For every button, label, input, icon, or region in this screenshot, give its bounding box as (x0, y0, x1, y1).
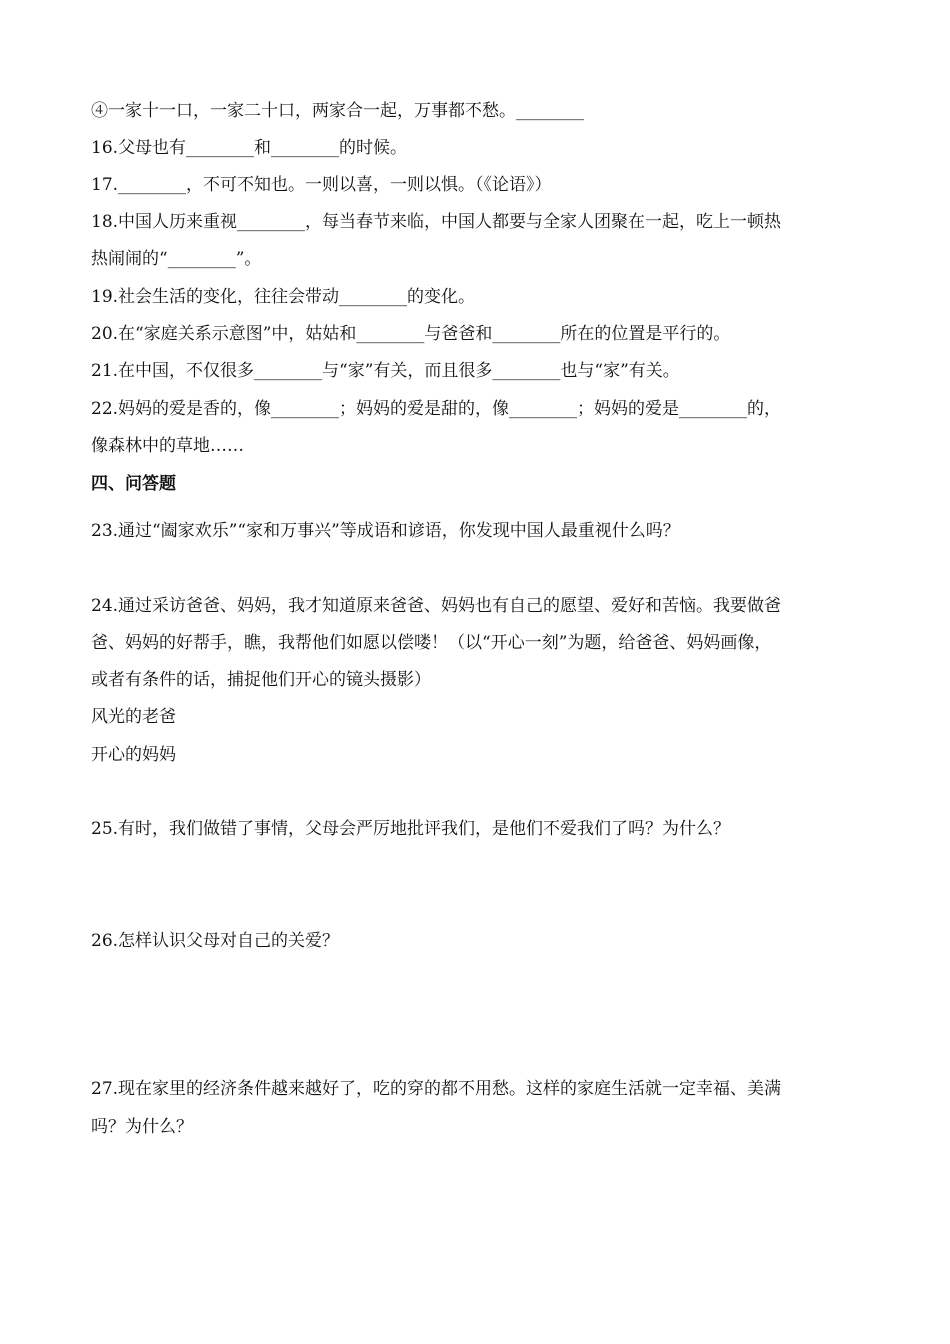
photo-caption-dad: 风光的老爸 (91, 707, 176, 727)
question-27-line-2: 吗？为什么？ (91, 1117, 193, 1137)
photo-caption-mom: 开心的妈妈 (91, 745, 176, 765)
question-21: 21.在中国，不仅很多________与“家”有关，而且很多________也与“家”有关。 (91, 361, 680, 381)
question-24-line-2: 爸、妈妈的好帮手，瞧，我帮他们如愿以偿喽！（以“开心一刻”为题，给爸爸、妈妈画像， (91, 633, 772, 653)
section-heading: 四、问答题 (91, 474, 176, 494)
question-18-line-2: 热闹闹的“________”。 (91, 249, 262, 269)
question-19: 19.社会生活的变化，往往会带动________的变化。 (91, 287, 476, 307)
question-20: 20.在“家庭关系示意图”中，姑姑和________与爸爸和________所在的位置是平行的。 (91, 324, 731, 344)
question-18-line-1: 18.中国人历来重视________，每当春节来临，中国人都要与全家人团聚在一起，吃上一顿热 (91, 212, 782, 232)
item-15-4: ④一家十一口，一家二十口，两家合一起，万事都不愁。________ (91, 101, 584, 121)
question-27-line-1: 27.现在家里的经济条件越来越好了，吃的穿的都不用愁。这样的家庭生活就一定幸福、美满 (91, 1079, 782, 1099)
question-26: 26.怎样认识父母对自己的关爱？ (91, 931, 340, 951)
question-22-line-1: 22.妈妈的爱是香的，像________；妈妈的爱是甜的，像________；妈妈的爱是________的， (91, 399, 782, 419)
question-23: 23.通过“阖家欢乐”“家和万事兴”等成语和谚语，你发现中国人最重视什么吗？ (91, 521, 680, 541)
question-24-line-1: 24.通过采访爸爸、妈妈，我才知道原来爸爸、妈妈也有自己的愿望、爱好和苦恼。我要做爸 (91, 596, 782, 616)
question-24-line-3: 或者有条件的话，捕捉他们开心的镜头摄影） (91, 670, 431, 690)
question-17: 17.________，不可不知也。一则以喜，一则以惧。（《论语》） (91, 175, 552, 195)
question-22-line-2: 像森林中的草地…… (91, 436, 244, 456)
question-16: 16.父母也有________和________的时候。 (91, 138, 408, 158)
question-25: 25.有时，我们做错了事情，父母会严厉地批评我们，是他们不爱我们了吗？为什么？ (91, 819, 731, 839)
